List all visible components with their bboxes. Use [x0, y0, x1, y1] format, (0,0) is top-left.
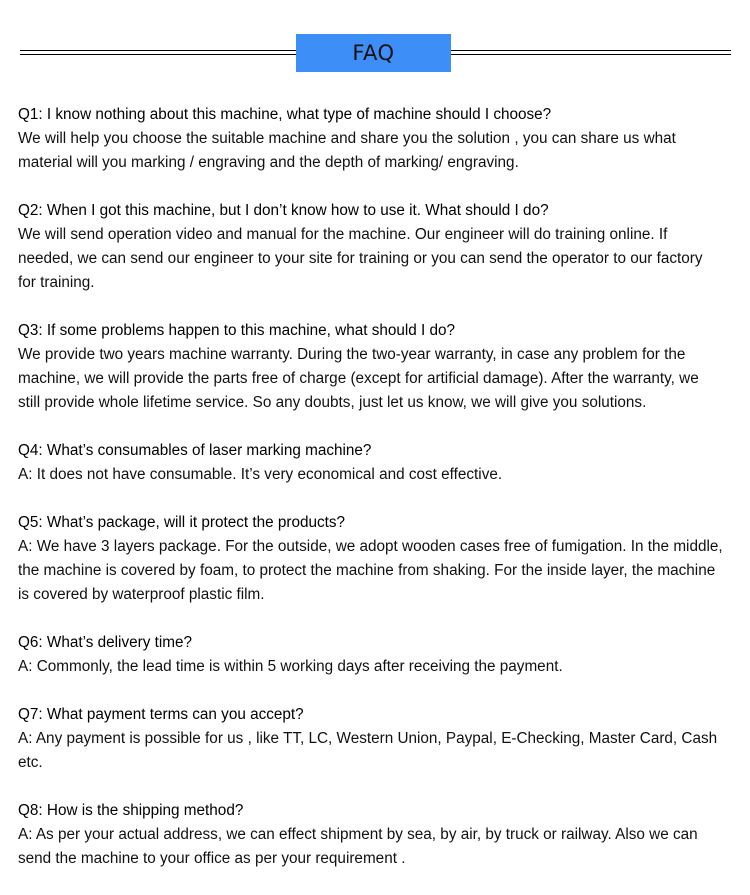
faq-answer-line: for training.	[18, 274, 95, 291]
faq-question: Q2: When I got this machine, but I don’t know how to use it. What should I do?	[18, 202, 549, 219]
faq-answer-line: We provide two years machine warranty. During the two-year warranty, in case any problem for the	[18, 346, 686, 363]
faq-question: Q7: What payment terms can you accept?	[18, 706, 304, 723]
faq-answer-line: We will help you choose the suitable machine and share you the solution , you can share us what	[18, 130, 676, 147]
faq-answer-line: the machine is covered by foam, to protect the machine from shaking. For the inside layer, the machine	[18, 562, 716, 579]
faq-answer-line: needed, we can send our engineer to your site for training or you can send the operator to our factory	[18, 250, 703, 267]
faq-answer-line: is covered by waterproof plastic film.	[18, 586, 265, 603]
faq-item	[18, 511, 738, 607]
faq-answer-line: etc.	[18, 754, 43, 771]
faq-question: Q5: What’s package, will it protect the products?	[18, 514, 346, 531]
faq-item	[18, 799, 738, 871]
faq-item	[18, 703, 738, 775]
faq-question: Q3: If some problems happen to this machine, what should I do?	[18, 322, 456, 339]
page-title: FAQ	[352, 41, 395, 65]
faq-item	[18, 319, 738, 415]
faq-header	[0, 34, 750, 72]
faq-answer-line: We will send operation video and manual for the machine. Our engineer will do training online. If	[18, 226, 668, 243]
faq-item	[18, 199, 738, 295]
faq-answer-line: machine, we will provide the parts free of charge (except for artificial damage). After the warranty, we	[18, 370, 699, 387]
faq-answer-line: A: It does not have consumable. It’s very economical and cost effective.	[18, 466, 503, 483]
faq-item	[18, 103, 738, 175]
faq-item	[18, 631, 738, 679]
faq-question: Q1: I know nothing about this machine, what type of machine should I choose?	[18, 106, 552, 123]
faq-answer-line: A: Commonly, the lead time is within 5 working days after receiving the payment.	[18, 658, 563, 675]
faq-title-box	[296, 34, 451, 72]
faq-item	[18, 439, 738, 487]
faq-question: Q8: How is the shipping method?	[18, 802, 244, 819]
faq-answer-line: A: Any payment is possible for us , like TT, LC, Western Union, Paypal, E-Checking, Master Card, Cash	[18, 730, 718, 747]
faq-answer-line: still provide whole lifetime service. So any doubts, just let us know, we will give you solutions.	[18, 394, 647, 411]
faq-list	[18, 103, 738, 895]
faq-answer-line: material will you marking / engraving and the depth of marking/ engraving.	[18, 154, 519, 171]
faq-question: Q6: What’s delivery time?	[18, 634, 192, 651]
faq-answer-line: A: We have 3 layers package. For the outside, we adopt wooden cases free of fumigation. In the middle,	[18, 538, 723, 555]
header-rule-right	[451, 50, 731, 55]
faq-question: Q4: What’s consumables of laser marking machine?	[18, 442, 372, 459]
header-rule-left	[20, 50, 296, 55]
faq-answer-line: send the machine to your office as per your requirement .	[18, 850, 406, 867]
faq-answer-line: A: As per your actual address, we can effect shipment by sea, by air, by truck or railway. Also we can	[18, 826, 698, 843]
